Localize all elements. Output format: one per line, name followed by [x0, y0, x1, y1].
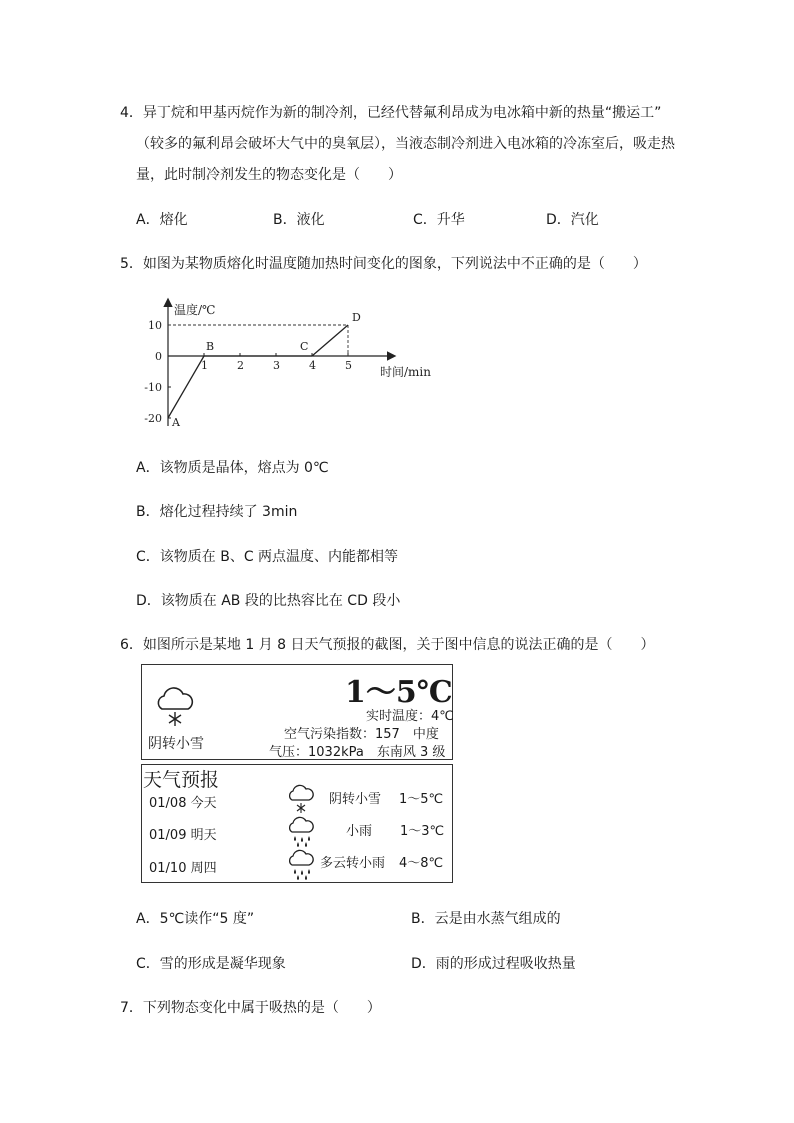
forecast-date: 01/10 周四 [149, 861, 217, 876]
forecast-date: 01/08 今天 [149, 796, 217, 811]
y-tick-label: 0 [155, 350, 162, 363]
y-axis-label: 温度/℃ [174, 303, 216, 317]
q4-stem-line1: 4．异丁烷和甲基丙烷作为新的制冷剂，已经代替氟利昂成为电冰箱中新的热量“搬运工” [120, 105, 662, 121]
q5-option-d[interactable]: D．该物质在 AB 段的比热容比在 CD 段小 [136, 593, 401, 609]
forecast-title: 天气预报 [143, 769, 220, 791]
point-label: D [352, 311, 361, 324]
q5-option-b[interactable]: B．熔化过程持续了 3min [136, 504, 298, 520]
q6-option-c[interactable]: C．雪的形成是凝华现象 [136, 956, 286, 972]
rain-cloud-icon [286, 848, 320, 882]
q5-stem: 5．如图为某物质熔化时温度随加热时间变化的图象，下列说法中不正确的是（ ） [120, 256, 647, 272]
current-condition: 阴转小雪 [148, 736, 204, 752]
snow-cloud-icon [152, 683, 198, 729]
q4-option-c[interactable]: C．升华 [413, 212, 465, 228]
q5-option-c[interactable]: C．该物质在 B、C 两点温度、内能都相等 [136, 549, 399, 565]
forecast-range: 1～5℃ [399, 792, 444, 807]
x-tick-label: 4 [309, 359, 316, 372]
weather-forecast-panel [141, 764, 453, 883]
q4-option-a[interactable]: A．熔化 [136, 212, 188, 228]
forecast-range: 4～8℃ [399, 856, 444, 871]
forecast-desc: 阴转小雪 [329, 792, 382, 807]
rain-cloud-icon [286, 815, 320, 849]
q7-stem: 7．下列物态变化中属于吸热的是（ ） [120, 1000, 381, 1016]
y-tick-label: -20 [144, 412, 162, 425]
pressure-wind: 气压：1032kPa 东南风 3 级 [269, 745, 446, 760]
q6-option-d[interactable]: D．雨的形成过程吸收热量 [411, 956, 576, 972]
melting-graph [140, 292, 450, 437]
forecast-range: 1～3℃ [400, 824, 445, 839]
forecast-desc: 小雨 [346, 824, 373, 839]
series-segment [168, 356, 204, 418]
q6-stem: 6．如图所示是某地 1 月 8 日天气预报的截图，关于图中信息的说法正确的是（ ） [120, 637, 655, 653]
forecast-desc: 多云转小雨 [320, 856, 386, 871]
q4-option-b[interactable]: B．液化 [273, 212, 325, 228]
current-temp-range: 1～5℃ [345, 675, 453, 710]
x-tick-label: 2 [237, 359, 244, 372]
point-label: B [206, 340, 215, 353]
x-tick-label: 1 [201, 359, 208, 372]
y-tick-label: -10 [144, 381, 162, 394]
realtime-temp: 实时温度：4℃ [366, 709, 454, 724]
y-tick-label: 10 [148, 319, 162, 332]
q6-option-b[interactable]: B．云是由水蒸气组成的 [411, 911, 561, 927]
weather-current-panel [141, 664, 453, 760]
pollution-index: 空气污染指数：157 中度 [284, 727, 439, 742]
forecast-date: 01/09 明天 [149, 828, 217, 843]
x-axis-label: 时间/min [380, 365, 431, 379]
q4-stem-line3: 量，此时制冷剂发生的物态变化是（ ） [136, 167, 402, 183]
point-label: C [300, 340, 309, 353]
snow-cloud-icon [286, 783, 316, 817]
q5-option-a[interactable]: A．该物质是晶体，熔点为 0℃ [136, 460, 329, 476]
x-tick-label: 3 [273, 359, 280, 372]
q4-option-d[interactable]: D．汽化 [546, 212, 599, 228]
q4-stem-line2: （较多的氟利昂会破坏大气中的臭氧层），当液态制冷剂进入电冰箱的冷冻室后，吸走热 [136, 136, 675, 152]
x-tick-label: 5 [345, 359, 352, 372]
series-segment [312, 325, 348, 356]
point-label: A [172, 416, 180, 429]
q6-option-a[interactable]: A．5℃读作“5 度” [136, 911, 255, 927]
